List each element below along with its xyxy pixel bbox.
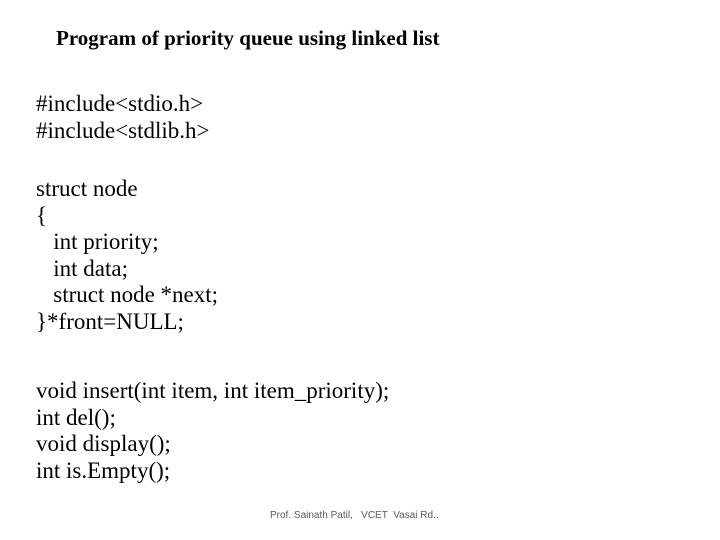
function-prototypes (36, 378, 389, 484)
slide-title: Program of priority queue using linked list (56, 26, 440, 50)
code-line: int del(); (36, 404, 116, 430)
include-directives (36, 91, 210, 144)
code-line: { (36, 202, 48, 228)
code-line: int priority; (36, 229, 159, 254)
code-line: }*front=NULL; (36, 308, 184, 334)
code-line: struct node (36, 176, 138, 201)
code-line: #include<stdio.h> (36, 91, 204, 116)
code-line: #include<stdlib.h> (36, 117, 210, 143)
struct-definition (36, 176, 218, 335)
code-line: int data; (36, 255, 128, 281)
code-line: struct node *next; (36, 282, 219, 307)
code-line: void insert(int item, int item_priority); (36, 378, 390, 403)
slide-footer: Prof. Sainath Patil, VCET Vasai Rd.. (270, 510, 439, 521)
code-line: int is.Empty(); (36, 457, 171, 483)
code-line: void display(); (36, 431, 171, 456)
